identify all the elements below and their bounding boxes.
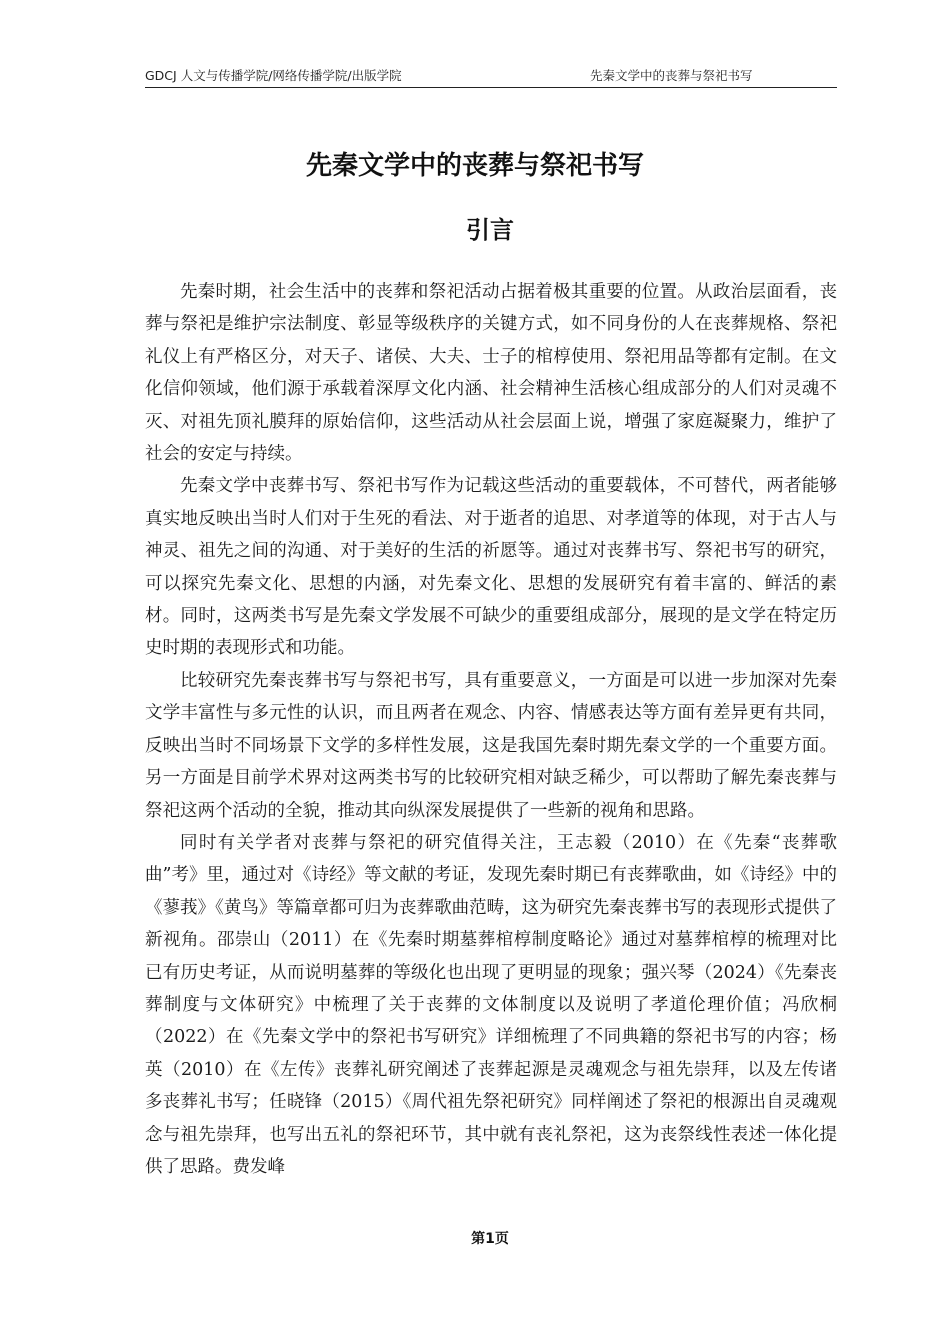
document-title: 先秦文学中的丧葬与祭祀书写 xyxy=(305,151,644,181)
paragraph: 同时有关学者对丧葬与祭祀的研究值得关注，王志毅（2010）在《先秦“丧葬歌曲”考》里，通过对《诗经》等文献的考证，发现先秦时期已有丧葬歌曲，如《诗经》中的《蓼莪》《黄鸟》等篇章都可归为丧葬歌曲范畴，这为研究先秦丧葬书写的表现形式提供了新视角。邵崇山（2011）在《先秦时期墓葬棺椁制度略论》通过对墓葬棺椁的梳理对比已有历史考证，从而说明墓葬的等级化也出现了更明显的现象；强兴琴（2024）《先秦丧葬制度与文体研究》中梳理了关于丧葬的文体制度以及说明了孝道伦理价值；冯欣桐（2022）在《先秦文学中的祭祀书写研究》详细梳理了不同典籍的祭祀书写的内容；杨英（2010）在《左传》丧葬礼研究阐述了丧葬起源是灵魂观念与祖先崇拜，以及左传诸多丧葬礼书写；任晓锋（2015）《周代祖先祭祀研究》同样阐述了祭祀的根源出自灵魂观念与祖先崇拜，也写出五礼的祭祀环节，其中就有丧礼祭祀，这为丧祭线性表述一体化提供了思路。费发峰 xyxy=(145,832,837,1177)
body-text xyxy=(145,276,837,1183)
paragraph: 先秦文学中丧葬书写、祭祀书写作为记载这些活动的重要载体，不可替代，两者能够真实地反映出当时人们对于生死的看法、对于逝者的追思、对孝道等的体现，对于古人与神灵、祖先之间的沟通、对于美好的生活的祈愿等。通过对丧葬书写、祭祀书写的研究，可以探究先秦文化、思想的内涵，对先秦文化、思想的发展研究有着丰富的、鲜活的素材。同时，这两类书写是先秦文学发展不可缺少的重要组成部分，展现的是文学在特定历史时期的表现形式和功能。 xyxy=(145,476,837,659)
header-running-title: 先秦文学中的丧葬与祭祀书写 xyxy=(590,68,753,83)
page-header xyxy=(145,67,837,88)
paragraph: 先秦时期，社会生活中的丧葬和祭祀活动占据着极其重要的位置。从政治层面看，丧葬与祭祀是维护宗法制度、彰显等级秩序的关键方式，如不同身份的人在丧葬规格、祭祀礼仪上有严格区分，对天子、诸侯、大夫、士子的棺椁使用、祭祀用品等都有定制。在文化信仰领域，他们源于承载着深厚文化内涵、社会精神生活核心组成部分的人们对灵魂不灭、对祖先顶礼膜拜的原始信仰，这些活动从社会层面上说，增强了家庭凝聚力，维护了社会的安定与持续。 xyxy=(145,282,837,465)
paragraph: 比较研究先秦丧葬书写与祭祀书写，具有重要意义，一方面是可以进一步加深对先秦文学丰富性与多元性的认识，而且两者在观念、内容、情感表达等方面有差异更有共同，反映出当时不同场景下文学的多样性发展，这是我国先秦时期先秦文学的一个重要方面。另一方面是目前学术界对这两类书写的比较研究相对缺乏稀少，可以帮助了解先秦丧葬与祭祀这两个活动的全貌，推动其向纵深发展提供了一些新的视角和思路。 xyxy=(145,670,837,821)
header-institution: GDCJ 人文与传播学院/网络传播学院/出版学院 xyxy=(145,68,402,83)
section-heading: 引言 xyxy=(466,216,514,244)
page-number: 第1页 xyxy=(471,1231,509,1247)
